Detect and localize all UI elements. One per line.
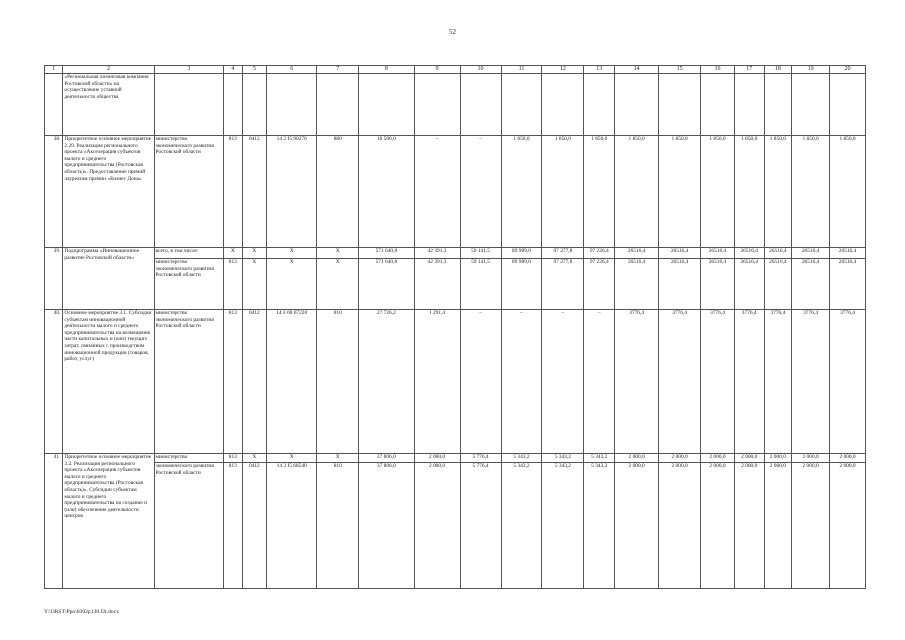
value-cell: 26516,4 <box>615 259 659 310</box>
value-cell <box>359 74 414 136</box>
value-cell: 5 343,2 <box>501 454 542 463</box>
program-name-cell: «Региональная лизинговая компания Ростовской области» на осуществление уставной деятельности общества <box>63 74 154 136</box>
value-cell: 1 850,0 <box>615 136 659 248</box>
value-cell: – <box>501 310 542 454</box>
value-cell: 5 776,4 <box>460 463 501 589</box>
executor-cell: министерство экономического развития Ростовской области <box>154 259 224 310</box>
executor-cell: экономического развития Ростовской области <box>154 463 224 589</box>
value-cell: 26516,4 <box>659 259 701 310</box>
value-cell: 1 291,4 <box>414 310 460 454</box>
value-cell: 2 000,0 <box>615 463 659 589</box>
row-number-cell <box>45 74 63 136</box>
value-cell: 26516,4 <box>701 259 735 310</box>
value-cell: 18 500,0 <box>359 136 414 248</box>
value-cell: 97 277,8 <box>542 248 584 259</box>
file-path-footer: Y:\ORST\Ppo\0302p130.f2t.docx <box>44 609 120 615</box>
value-cell: – <box>460 310 501 454</box>
column-header-cell: 4 <box>224 66 242 74</box>
value-cell: 571 640,8 <box>359 259 414 310</box>
value-cell: 2 000,0 <box>764 454 792 463</box>
value-cell: 3776,4 <box>615 310 659 454</box>
column-header-cell: 2 <box>63 66 154 74</box>
executor-cell: министерство <box>154 454 224 463</box>
value-cell: 59 141,5 <box>460 248 501 259</box>
value-cell: 2 000,0 <box>764 463 792 589</box>
value-cell: 97 226,4 <box>584 248 615 259</box>
page-number: 52 <box>449 28 456 36</box>
program-name-cell: Основное мероприятие 3.1. Субсидия субъектам инновационной деятельности малого и среднего предпринимательства на возмещение части капитальных и (или) текущих затрат, связанных с производством инновационной продукции (товаров, работ, услуг) <box>63 310 154 454</box>
value-cell: 1 850,0 <box>542 136 584 248</box>
value-cell: 97 277,8 <box>542 259 584 310</box>
value-cell: – <box>584 310 615 454</box>
value-cell <box>224 74 242 136</box>
value-cell: 1 850,0 <box>792 136 830 248</box>
value-cell: 3776,4 <box>764 310 792 454</box>
row-number-cell: 38. <box>45 136 63 248</box>
value-cell: 3776,4 <box>659 310 701 454</box>
value-cell: 2 000,0 <box>830 454 866 463</box>
value-cell: 5 343,2 <box>584 463 615 589</box>
column-header-cell: 16 <box>701 66 735 74</box>
column-number-row <box>45 66 866 74</box>
value-cell: 26516,4 <box>830 248 866 259</box>
value-cell: 27 726,2 <box>359 310 414 454</box>
value-cell: 1 850,0 <box>659 136 701 248</box>
value-cell <box>764 74 792 136</box>
value-cell: X <box>317 259 359 310</box>
value-cell: 810 <box>317 310 359 454</box>
value-cell <box>501 74 542 136</box>
table-row <box>45 259 866 310</box>
value-cell: 1 850,0 <box>734 136 764 248</box>
value-cell: 813 <box>224 310 242 454</box>
value-cell <box>615 74 659 136</box>
value-cell: 1 850,0 <box>830 136 866 248</box>
column-header-cell: 6 <box>267 66 317 74</box>
value-cell: 810 <box>317 463 359 589</box>
value-cell: 813 <box>224 259 242 310</box>
row-number-cell: 39. <box>45 248 63 310</box>
value-cell: 5 343,2 <box>501 463 542 589</box>
value-cell: 0412 <box>242 463 267 589</box>
value-cell: 26516,4 <box>615 248 659 259</box>
column-header-cell: 20 <box>830 66 866 74</box>
value-cell: 26516,4 <box>764 259 792 310</box>
value-cell <box>542 74 584 136</box>
column-header-cell: 17 <box>734 66 764 74</box>
value-cell: – <box>414 136 460 248</box>
value-cell: 2 000,0 <box>414 463 460 589</box>
program-name-cell: Подпрограмма «Инновационное развитие Ростовской области» <box>63 248 154 310</box>
value-cell: 26516,4 <box>659 248 701 259</box>
value-cell: 26516,4 <box>792 248 830 259</box>
value-cell: 1 850,0 <box>501 136 542 248</box>
value-cell: 42 391,3 <box>414 248 460 259</box>
table-row <box>45 310 866 454</box>
value-cell: X <box>267 248 317 259</box>
value-cell: X <box>267 454 317 463</box>
value-cell <box>830 74 866 136</box>
column-header-cell: 7 <box>317 66 359 74</box>
value-cell: X <box>317 248 359 259</box>
value-cell: 2 000,0 <box>734 454 764 463</box>
column-header-cell: 19 <box>792 66 830 74</box>
value-cell: 0412 <box>242 136 267 248</box>
value-cell: 2 000,0 <box>830 463 866 589</box>
value-cell: X <box>242 248 267 259</box>
value-cell: 2 000,0 <box>734 463 764 589</box>
table-row <box>45 454 866 463</box>
value-cell: 89 989,0 <box>501 259 542 310</box>
value-cell: 880 <box>317 136 359 248</box>
value-cell: 89 989,0 <box>501 248 542 259</box>
value-cell: 813 <box>224 136 242 248</box>
column-header-cell: 9 <box>414 66 460 74</box>
value-cell: 2 000,0 <box>659 454 701 463</box>
budget-table <box>44 65 866 589</box>
value-cell: 2 000,0 <box>701 454 735 463</box>
value-cell <box>242 74 267 136</box>
value-cell: – <box>542 310 584 454</box>
value-cell: 5 343,2 <box>542 454 584 463</box>
value-cell: X <box>267 259 317 310</box>
value-cell: 14 3 I5 68540 <box>267 463 317 589</box>
value-cell: X <box>317 454 359 463</box>
value-cell: X <box>224 248 242 259</box>
column-header-cell: 15 <box>659 66 701 74</box>
value-cell <box>267 74 317 136</box>
value-cell: 813 <box>224 463 242 589</box>
value-cell: 37 806,0 <box>359 454 414 463</box>
value-cell: X <box>242 259 267 310</box>
value-cell: 26516,4 <box>701 248 735 259</box>
value-cell: 26516,4 <box>734 259 764 310</box>
value-cell: 26516,4 <box>734 248 764 259</box>
value-cell <box>659 74 701 136</box>
value-cell: – <box>460 136 501 248</box>
value-cell: 97 226,4 <box>584 259 615 310</box>
value-cell <box>584 74 615 136</box>
row-number-cell: 41. <box>45 454 63 589</box>
value-cell: 26516,4 <box>830 259 866 310</box>
value-cell: 26516,4 <box>792 259 830 310</box>
executor-cell: всего, в том числе: <box>154 248 224 259</box>
column-header-cell: 1 <box>45 66 63 74</box>
value-cell: 37 806,0 <box>359 463 414 589</box>
value-cell: 1 850,0 <box>764 136 792 248</box>
value-cell <box>317 74 359 136</box>
value-cell <box>414 74 460 136</box>
value-cell: 2 000,0 <box>615 454 659 463</box>
column-header-cell: 18 <box>764 66 792 74</box>
value-cell: 3776,4 <box>701 310 735 454</box>
column-header-cell: 10 <box>460 66 501 74</box>
column-header-cell: 13 <box>584 66 615 74</box>
value-cell <box>734 74 764 136</box>
executor-cell: министерство экономического развития Ростовской области <box>154 310 224 454</box>
value-cell: 5 343,2 <box>584 454 615 463</box>
column-header-cell: 14 <box>615 66 659 74</box>
value-cell: 59 141,5 <box>460 259 501 310</box>
column-header-cell: 8 <box>359 66 414 74</box>
table-row <box>45 136 866 248</box>
value-cell: 2 000,0 <box>414 454 460 463</box>
value-cell: 2 000,0 <box>701 463 735 589</box>
value-cell: 1 850,0 <box>584 136 615 248</box>
column-header-cell: 5 <box>242 66 267 74</box>
value-cell: 14 3 00 67220 <box>267 310 317 454</box>
row-number-cell: 40. <box>45 310 63 454</box>
table-row <box>45 248 866 259</box>
executor-cell: министерство экономического развития Ростовской области <box>154 136 224 248</box>
executor-cell <box>154 74 224 136</box>
value-cell: 1 850,0 <box>701 136 735 248</box>
program-name-cell: Приоритетное основное мероприятие 2.29. Реализация регионального проекта «Акселерация субъектов малого и среднего предпринимательства (Ростовская область)». Предоставление премий лауреатам премии «Бизнес Дона» <box>63 136 154 248</box>
value-cell <box>792 74 830 136</box>
program-name-cell: Приоритетное основное мероприятие 3.2. Реализация регионального проекта «Акселерация субъектов малого и среднего предпринимательства (Ростовская область)». Субсидии субъектам малого и среднего предпринимательства на создание и (или) обеспечение деятельности центров <box>63 454 154 589</box>
value-cell: 3776,4 <box>734 310 764 454</box>
value-cell: 5 343,2 <box>542 463 584 589</box>
value-cell: 14 2 I5 90270 <box>267 136 317 248</box>
value-cell: 2 000,0 <box>792 454 830 463</box>
column-header-cell: 3 <box>154 66 224 74</box>
column-header-cell: 12 <box>542 66 584 74</box>
value-cell <box>701 74 735 136</box>
value-cell: 5 776,4 <box>460 454 501 463</box>
value-cell: 0412 <box>242 310 267 454</box>
value-cell: 2 000,0 <box>792 463 830 589</box>
value-cell: X <box>242 454 267 463</box>
value-cell: 571 640,8 <box>359 248 414 259</box>
column-header-cell: 11 <box>501 66 542 74</box>
value-cell: 813 <box>224 454 242 463</box>
value-cell: 26516,4 <box>764 248 792 259</box>
value-cell: 2 000,0 <box>659 463 701 589</box>
value-cell <box>460 74 501 136</box>
table-row <box>45 74 866 136</box>
table-row <box>45 463 866 589</box>
value-cell: 3776,4 <box>792 310 830 454</box>
value-cell: 42 391,3 <box>414 259 460 310</box>
value-cell: 3776,4 <box>830 310 866 454</box>
